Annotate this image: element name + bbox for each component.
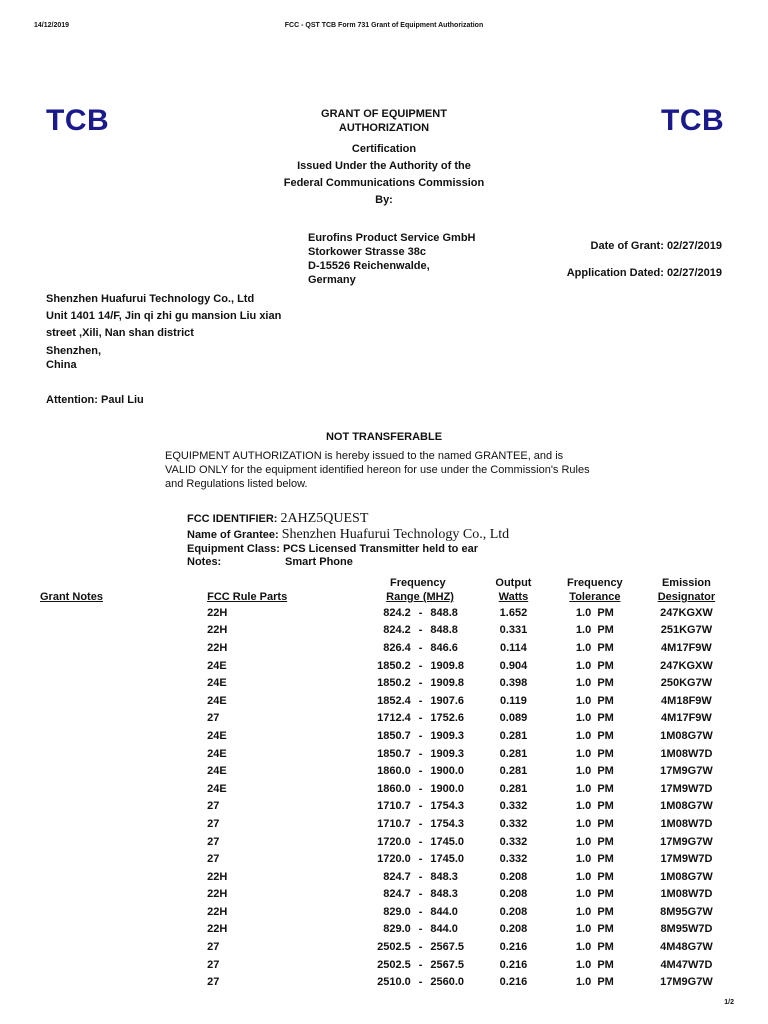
tcb-logo-left: TCB (46, 104, 110, 137)
cell-rule-part: 27 (207, 835, 220, 848)
cell-tolerance: 1.0 PM (575, 923, 614, 936)
cell-freq-dash: - (418, 941, 423, 954)
cell-emission: 250KG7W (660, 677, 713, 690)
header-emission-designator: Emission Designator (657, 577, 716, 603)
cell-output-watts: 0.332 (499, 817, 528, 830)
cell-freq-high: 1752.6 (430, 712, 465, 725)
cell-output-watts: 0.332 (499, 835, 528, 848)
cell-grant-note (40, 762, 182, 780)
cell-output-watts: 0.114 (499, 641, 527, 654)
cell-freq-low: 1860.0 (377, 782, 411, 795)
cell-emission: 251KG7W (660, 624, 713, 637)
cell-tolerance: 1.0 PM (575, 659, 614, 672)
grantee-address-line1: Shenzhen Huafurui Technology Co., Ltd (46, 293, 255, 305)
cell-freq-high: 1909.3 (430, 747, 465, 760)
cell-freq-low: 2502.5 (377, 958, 411, 971)
cell-rule-part: 22H (207, 923, 228, 936)
cell-grant-note (40, 921, 182, 939)
tcb-address-line3: D-15526 Reichenwalde, (308, 260, 430, 272)
table-row (40, 604, 730, 622)
table-row (40, 938, 730, 956)
cell-output-watts: 0.398 (499, 677, 528, 690)
cell-freq-low: 824.2 (383, 606, 411, 619)
cell-grant-note (40, 886, 182, 904)
cell-tolerance: 1.0 PM (575, 677, 614, 690)
cell-rule-part: 24E (207, 782, 227, 795)
application-dated: Application Dated: 02/27/2019 (566, 267, 722, 279)
cell-grant-note (40, 692, 182, 710)
table-row (40, 692, 730, 710)
cell-rule-part: 22H (207, 641, 228, 654)
cell-output-watts: 0.208 (499, 870, 528, 883)
cell-grant-note (40, 657, 182, 675)
issued-line1: Issued Under the Authority of the (297, 160, 471, 172)
cell-rule-part: 24E (207, 694, 227, 707)
cell-emission: 17M9G7W (660, 976, 713, 989)
cell-freq-dash: - (418, 817, 423, 830)
cell-freq-high: 1754.3 (430, 800, 465, 813)
cell-output-watts: 0.332 (499, 853, 528, 866)
tcb-address (308, 231, 475, 287)
cell-tolerance: 1.0 PM (575, 800, 614, 813)
cell-output-watts: 0.089 (499, 712, 528, 725)
cell-emission: 1M08G7W (660, 800, 713, 813)
tcb-address-line4: Germany (308, 274, 356, 286)
cell-emission: 1M08W7D (660, 817, 713, 830)
cell-freq-low: 829.0 (383, 905, 411, 918)
cell-emission: 4M17F9W (661, 712, 712, 725)
cell-freq-low: 2510.0 (377, 976, 411, 989)
cell-tolerance: 1.0 PM (575, 835, 614, 848)
date-of-grant: Date of Grant: 02/27/2019 (590, 240, 722, 252)
cell-freq-dash: - (418, 870, 423, 883)
cell-grant-note (40, 727, 182, 745)
cell-freq-high: 844.0 (430, 905, 458, 918)
header-frequency-range: Frequency Range (MHZ) (386, 577, 454, 603)
table-row (40, 727, 730, 745)
cell-freq-low: 1860.0 (377, 765, 411, 778)
cell-freq-dash: - (418, 800, 423, 813)
cell-output-watts: 1.652 (499, 606, 528, 619)
cell-tolerance: 1.0 PM (575, 641, 614, 654)
table-row (40, 921, 730, 939)
cell-grant-note (40, 639, 182, 657)
cell-freq-dash: - (418, 641, 423, 654)
cell-emission: 1M08W7D (660, 747, 713, 760)
cell-tolerance: 1.0 PM (575, 782, 614, 795)
header-output-watts: Output Watts (495, 577, 532, 603)
cell-freq-dash: - (418, 888, 423, 901)
grantee-city (46, 344, 101, 372)
cell-freq-dash: - (418, 782, 423, 795)
cell-freq-high: 1754.3 (430, 817, 465, 830)
header-grant-notes: Grant Notes (40, 591, 103, 603)
cell-grant-note (40, 604, 182, 622)
cell-tolerance: 1.0 PM (575, 941, 614, 954)
cell-tolerance: 1.0 PM (575, 765, 614, 778)
print-title: FCC - QST TCB Form 731 Grant of Equipment Authorization (284, 22, 484, 29)
notes-value: Smart Phone (285, 556, 353, 568)
cell-grant-note (40, 938, 182, 956)
cell-freq-low: 1850.7 (377, 729, 411, 742)
cell-emission: 8M95W7D (660, 923, 713, 936)
cell-freq-dash: - (418, 606, 423, 619)
cell-grant-note (40, 674, 182, 692)
cell-emission: 4M47W7D (660, 958, 713, 971)
cell-emission: 247KGXW (660, 606, 713, 619)
grant-heading-line1: GRANT OF EQUIPMENT (321, 108, 447, 120)
cell-freq-high: 2560.0 (430, 976, 465, 989)
cell-rule-part: 27 (207, 853, 220, 866)
cell-grant-note (40, 798, 182, 816)
cell-freq-low: 1710.7 (377, 800, 411, 813)
table-row (40, 868, 730, 886)
cell-freq-high: 1900.0 (430, 765, 465, 778)
cell-grant-note (40, 833, 182, 851)
cell-freq-low: 824.2 (383, 624, 411, 637)
header-rule-parts: FCC Rule Parts (207, 591, 288, 603)
table-row (40, 850, 730, 868)
grantee-label: Name of Grantee: (187, 529, 279, 541)
cell-tolerance: 1.0 PM (575, 976, 614, 989)
cell-grant-note (40, 622, 182, 640)
cell-tolerance: 1.0 PM (575, 606, 614, 619)
page-number: 1/2 (724, 999, 734, 1006)
cell-output-watts: 0.281 (499, 765, 528, 778)
table-row (40, 798, 730, 816)
cell-freq-low: 826.4 (383, 641, 411, 654)
cell-freq-low: 2502.5 (377, 941, 411, 954)
table-row (40, 639, 730, 657)
cell-rule-part: 27 (207, 941, 220, 954)
cell-rule-part: 27 (207, 712, 220, 725)
cell-tolerance: 1.0 PM (575, 905, 614, 918)
table-row (40, 745, 730, 763)
cell-rule-part: 22H (207, 624, 228, 637)
cell-freq-dash: - (418, 905, 423, 918)
attention-line: Attention: Paul Liu (46, 394, 144, 406)
cell-tolerance: 1.0 PM (575, 747, 614, 760)
cell-tolerance: 1.0 PM (575, 870, 614, 883)
cell-tolerance: 1.0 PM (575, 958, 614, 971)
grantee-value: Shenzhen Huafurui Technology Co., Ltd (281, 527, 510, 542)
cell-freq-high: 848.8 (430, 624, 458, 637)
grantee-address (46, 291, 281, 342)
cell-freq-low: 1852.4 (377, 694, 411, 707)
fcc-id-value: 2AHZ5QUEST (280, 511, 369, 526)
cell-freq-low: 1712.4 (377, 712, 411, 725)
cell-output-watts: 0.208 (499, 888, 528, 901)
table-row (40, 833, 730, 851)
cell-freq-high: 848.8 (430, 606, 458, 619)
table-row (40, 973, 730, 991)
equipment-class-value: PCS Licensed Transmitter held to ear (282, 543, 478, 555)
cell-output-watts: 0.281 (499, 747, 528, 760)
cell-grant-note (40, 780, 182, 798)
cell-rule-part: 27 (207, 976, 220, 989)
cell-freq-low: 824.7 (383, 870, 411, 883)
cell-emission: 17M9G7W (660, 835, 713, 848)
cell-freq-high: 1909.8 (430, 677, 465, 690)
cell-emission: 4M18F9W (661, 694, 712, 707)
fcc-id-label: FCC IDENTIFIER: (187, 513, 278, 525)
cell-freq-high: 846.6 (430, 641, 458, 654)
table-row (40, 815, 730, 833)
cell-rule-part: 24E (207, 747, 227, 760)
issued-line2: Federal Communications Commission (283, 177, 485, 189)
grantee-address-line3: street ,Xili, Nan shan district (46, 327, 194, 339)
cell-freq-dash: - (418, 835, 423, 848)
authorization-line2: VALID ONLY for the equipment identified hereon for use under the Commission's Rules (165, 464, 590, 476)
by-label: By: (375, 194, 393, 206)
table-row (40, 956, 730, 974)
cell-freq-low: 1850.2 (377, 659, 411, 672)
cell-output-watts: 0.216 (499, 976, 528, 989)
cell-rule-part: 22H (207, 606, 228, 619)
table-row (40, 903, 730, 921)
table-row (40, 710, 730, 728)
cell-freq-high: 848.3 (430, 888, 458, 901)
table-row (40, 657, 730, 675)
cell-grant-note (40, 815, 182, 833)
cell-output-watts: 0.332 (499, 800, 528, 813)
cell-grant-note (40, 973, 182, 991)
grant-table-header (40, 574, 730, 604)
cell-rule-part: 24E (207, 729, 227, 742)
cell-output-watts: 0.208 (499, 905, 528, 918)
cell-freq-high: 2567.5 (430, 958, 465, 971)
cell-rule-part: 22H (207, 870, 228, 883)
cell-freq-dash: - (418, 747, 423, 760)
cell-rule-part: 27 (207, 817, 220, 830)
cell-freq-dash: - (418, 976, 423, 989)
cell-output-watts: 0.216 (499, 958, 528, 971)
cell-freq-dash: - (418, 765, 423, 778)
cell-emission: 4M17F9W (661, 641, 712, 654)
cell-tolerance: 1.0 PM (575, 624, 614, 637)
cell-freq-dash: - (418, 729, 423, 742)
cell-tolerance: 1.0 PM (575, 888, 614, 901)
cell-output-watts: 0.216 (499, 941, 528, 954)
cell-freq-high: 2567.5 (430, 941, 465, 954)
equipment-class-label: Equipment Class: (187, 543, 280, 555)
tcb-logo-right: TCB (661, 104, 725, 137)
cell-emission: 17M9G7W (660, 765, 713, 778)
cell-freq-low: 1720.0 (377, 853, 411, 866)
tcb-address-line1: Eurofins Product Service GmbH (308, 232, 476, 244)
cell-rule-part: 27 (207, 800, 220, 813)
cell-grant-note (40, 850, 182, 868)
cell-freq-high: 844.0 (430, 923, 458, 936)
cell-output-watts: 0.208 (499, 923, 528, 936)
cell-output-watts: 0.331 (499, 624, 528, 637)
table-row (40, 780, 730, 798)
cell-rule-part: 22H (207, 905, 228, 918)
cell-freq-high: 1907.6 (430, 694, 465, 707)
cell-rule-part: 24E (207, 659, 227, 672)
cell-grant-note (40, 745, 182, 763)
cell-tolerance: 1.0 PM (575, 817, 614, 830)
cell-emission: 17M9W7D (660, 782, 713, 795)
tcb-address-line2: Storkower Strasse 38c (308, 246, 427, 258)
grantee-address-line5: China (46, 359, 77, 371)
cell-freq-high: 848.3 (430, 870, 458, 883)
table-row (40, 886, 730, 904)
table-row (40, 674, 730, 692)
cell-freq-dash: - (418, 677, 423, 690)
certification-block (234, 141, 534, 209)
cell-freq-dash: - (418, 624, 423, 637)
cell-output-watts: 0.281 (499, 782, 528, 795)
details-block (187, 511, 509, 569)
cell-grant-note (40, 956, 182, 974)
cell-freq-high: 1909.8 (430, 659, 465, 672)
cell-freq-dash: - (418, 712, 423, 725)
cell-freq-low: 824.7 (383, 888, 411, 901)
cell-rule-part: 24E (207, 677, 227, 690)
cell-freq-low: 1850.2 (377, 677, 411, 690)
grantee-address-line2: Unit 1401 14/F, Jin qi zhi gu mansion Liu xian (46, 310, 282, 322)
cell-tolerance: 1.0 PM (575, 729, 614, 742)
table-row (40, 622, 730, 640)
cell-grant-note (40, 710, 182, 728)
cell-freq-dash: - (418, 659, 423, 672)
cell-freq-high: 1745.0 (430, 853, 465, 866)
grantee-address-line4: Shenzhen, (46, 345, 102, 357)
cell-freq-high: 1745.0 (430, 835, 465, 848)
cell-emission: 247KGXW (660, 659, 713, 672)
cell-emission: 17M9W7D (660, 853, 713, 866)
cell-grant-note (40, 868, 182, 886)
not-transferable: NOT TRANSFERABLE (325, 431, 443, 443)
cell-tolerance: 1.0 PM (575, 712, 614, 725)
cell-emission: 8M95G7W (660, 905, 713, 918)
cell-freq-low: 1850.7 (377, 747, 411, 760)
cell-freq-low: 829.0 (383, 923, 411, 936)
grant-heading-line2: AUTHORIZATION (338, 122, 430, 134)
cell-output-watts: 0.904 (499, 659, 528, 672)
cell-grant-note (40, 903, 182, 921)
cell-output-watts: 0.281 (499, 729, 528, 742)
grant-table (40, 574, 730, 991)
cell-freq-low: 1720.0 (377, 835, 411, 848)
cell-freq-dash: - (418, 853, 423, 866)
cell-output-watts: 0.119 (499, 694, 527, 707)
cell-freq-dash: - (418, 958, 423, 971)
cell-tolerance: 1.0 PM (575, 853, 614, 866)
cell-tolerance: 1.0 PM (575, 694, 614, 707)
authorization-text (165, 449, 590, 491)
cell-emission: 1M08G7W (660, 870, 713, 883)
authorization-line1: EQUIPMENT AUTHORIZATION is hereby issued to the named GRANTEE, and is (165, 450, 564, 462)
header-frequency-tolerance: Frequency Tolerance (567, 577, 623, 603)
cell-freq-low: 1710.7 (377, 817, 411, 830)
cell-rule-part: 22H (207, 888, 228, 901)
grant-heading (234, 107, 534, 135)
cell-emission: 1M08W7D (660, 888, 713, 901)
cell-freq-high: 1900.0 (430, 782, 465, 795)
cell-rule-part: 27 (207, 958, 220, 971)
cell-freq-dash: - (418, 694, 423, 707)
certification-label: Certification (351, 143, 417, 155)
cell-freq-dash: - (418, 923, 423, 936)
cell-emission: 4M48G7W (660, 941, 713, 954)
notes-label: Notes: (187, 556, 222, 568)
cell-rule-part: 24E (207, 765, 227, 778)
authorization-line3: and Regulations listed below. (165, 478, 308, 490)
cell-freq-high: 1909.3 (430, 729, 465, 742)
table-row (40, 762, 730, 780)
cell-emission: 1M08G7W (660, 729, 713, 742)
print-date: 14/12/2019 (34, 22, 70, 29)
